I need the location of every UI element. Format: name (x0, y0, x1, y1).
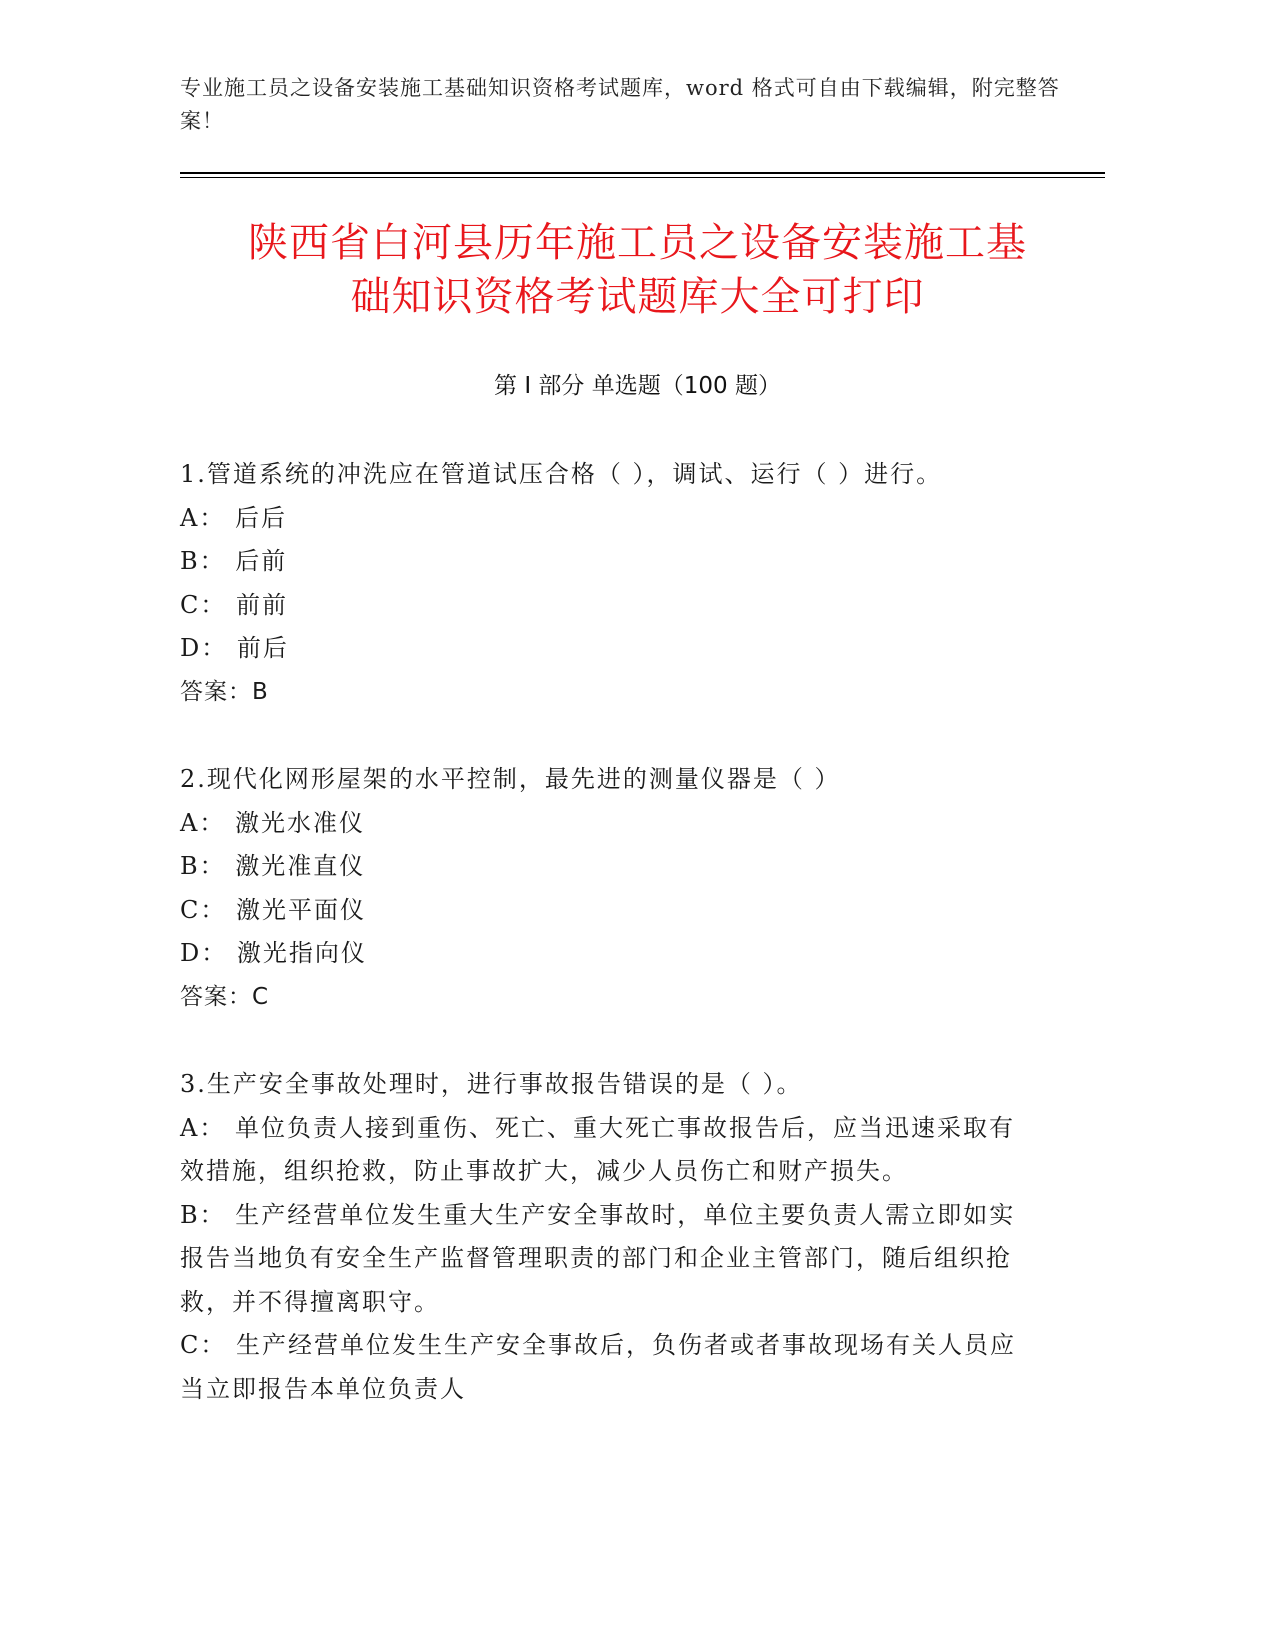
option-c: C： 激光平面仪 (180, 895, 366, 924)
document-title (150, 216, 1125, 324)
option-c: C： 前前 (180, 590, 288, 619)
header-note: 专业施工员之设备安装施工基础知识资格考试题库，word 格式可自由下载编辑，附完整答案！ (180, 76, 1060, 133)
header-divider-thin (180, 177, 1105, 178)
option-b: B： 后前 (180, 547, 288, 575)
section-title: 第 I 部分 单选题（100 题） (494, 373, 781, 399)
header-divider-thick (180, 172, 1105, 174)
option-b: B： 生产经营单位发生重大生产安全事故时，单位主要负责人需立即如实报告当地负有安全生产监督管理职责的部门和企业主管部门，随后组织抢救，并不得擅离职守。 (180, 1200, 1016, 1316)
document-title-line-1: 陕西省白河县历年施工员之设备安装施工基 (248, 220, 1027, 266)
option-a: A： 后后 (180, 503, 287, 532)
question-stem: 1.管道系统的冲洗应在管道试压合格（ ），调试、运行（ ）进行。 (180, 460, 943, 488)
question-2 (180, 758, 1030, 1019)
document-title-line-2: 础知识资格考试题库大全可打印 (350, 274, 925, 320)
answer-line: 答案：C (180, 983, 270, 1010)
option-a: A： 激光水准仪 (180, 808, 365, 837)
option-d: D： 前后 (180, 634, 289, 662)
option-a: A： 单位负责人接到重伤、死亡、重大死亡事故报告后，应当迅速采取有效措施，组织抢救，防止事故扩大，减少人员伤亡和财产损失。 (180, 1113, 1015, 1185)
answer-line: 答案：B (180, 678, 269, 705)
option-c: C： 生产经营单位发生生产安全事故后，负伤者或者事故现场有关人员应当立即报告本单位负责人 (180, 1331, 1016, 1403)
question-1 (180, 453, 1030, 714)
question-3 (180, 1063, 1030, 1411)
question-stem: 3.生产安全事故处理时，进行事故报告错误的是（ ）。 (180, 1070, 803, 1098)
option-d: D： 激光指向仪 (180, 939, 367, 967)
question-stem: 2.现代化网形屋架的水平控制，最先进的测量仪器是（ ） (180, 765, 841, 793)
option-b: B： 激光准直仪 (180, 852, 366, 880)
